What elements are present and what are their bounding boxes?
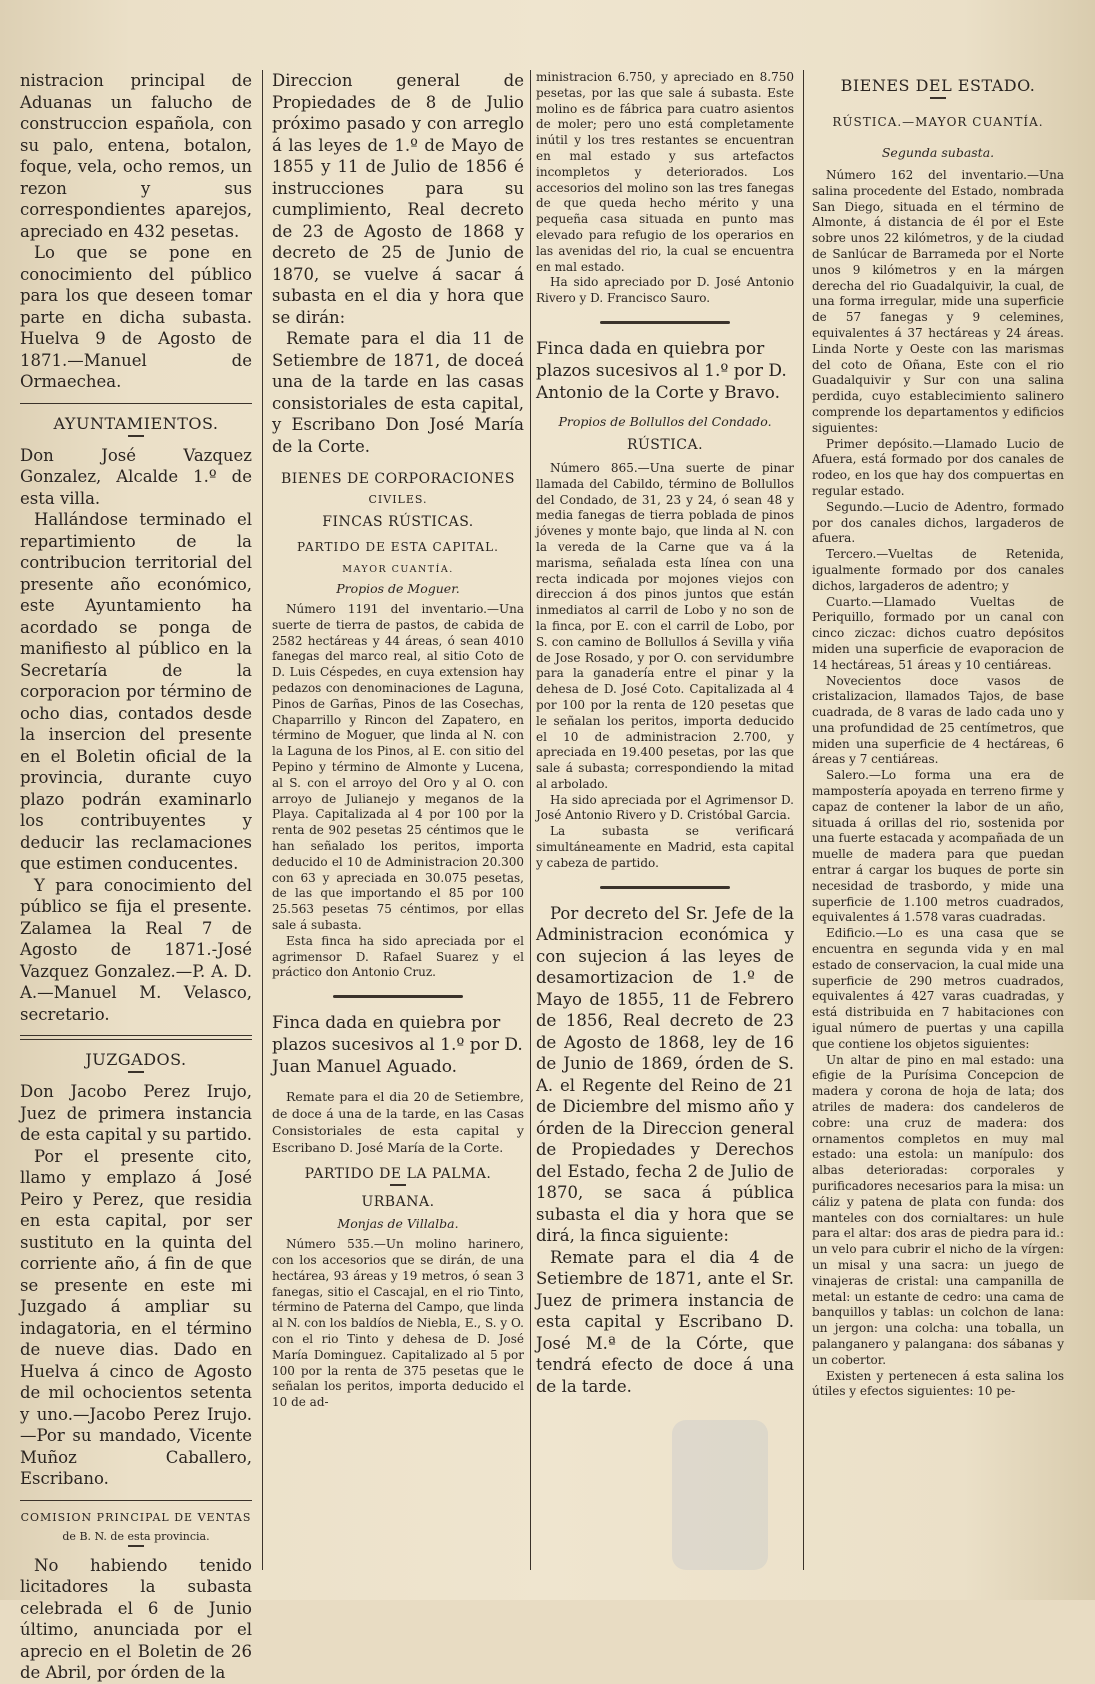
- apreciado-rivero-paragraph: Ha sido apreciado por D. José Antonio Rivero y D. Francisco Sauro.: [536, 275, 794, 306]
- ornament-rule: [600, 321, 730, 324]
- propios-bollullos-heading: Propios de Bollullos del Condado.: [558, 413, 772, 429]
- novecientos-paragraph: Novecientos doce vasos de cristalizacion, llamados Tajos, de base cuadrada, de 8 varas de lado cada uno y una profundidad de 25 centímetros, que miden una superficie de 4 hectáreas, 6 áreas y 7 centiáreas.: [812, 673, 1064, 767]
- column-divider: [262, 70, 263, 1570]
- molino-paragraph: ministracion 6.750, y apreciado en 8.750 pesetas, por las que sale á subasta. Este molino es de fábrica para cuatro asientos de moler; pero uno está completamente inútil y los tres restantes se encuentran en mal estado y sus artefactos incompletos y deteriorados. Los accesorios del molino son las tres fanegas de que queda hecho mérito y una pequeña casa situada en punto mas elevado para refugio de los operarios en las avenidas del rio, la cual se encuentra en mal estado.: [536, 70, 794, 274]
- column-3: [536, 70, 794, 1580]
- section-rule: [20, 1500, 252, 1501]
- apreciada-paragraph: Esta finca ha sido apreciada por el agrimensor D. Rafael Suarez y el práctico don Antonio Cruz.: [272, 933, 524, 980]
- ayuntamiento-body: Hallándose terminado el repartimiento de la contribucion territorial del presente año económico, este Ayuntamiento ha acordado se ponga de manifiesto al público en la Secretaría de la corporacion por término de ocho dias, contados desde la insercion del presente en el Boletin oficial de la provincia, durante cuyo plazo podrán examinarlo los contribuyentes y deducir las reclamaciones que estimen conducentes.: [20, 510, 252, 873]
- finca-bravo-heading: Finca dada en quiebra por plazos sucesivos al 1.º por D. Antonio de la Corte y Bravo.: [536, 338, 787, 403]
- remate-20-paragraph: Remate para el dia 20 de Setiembre, de doce á una de la tarde, en las Casas Consistoriales de esta capital y Escribano D. José María de la Corte.: [272, 1089, 524, 1156]
- simultanea-paragraph: La subasta se verificará simultáneamente en Madrid, esta capital y cabeza de partido.: [536, 824, 794, 870]
- ayuntamiento-signature: Y para conocimiento del público se fija el presente. Zalamea la Real 7 de Agosto de 1871.-José Vazquez Gonzalez.—P. A. D. A.—Manuel M. Velasco, secretario.: [20, 875, 252, 1024]
- fincas-rusticas-heading: FINCAS RÚSTICAS.: [322, 514, 474, 530]
- urbana-heading: URBANA.: [361, 1194, 435, 1211]
- partido-palma-heading: PARTIDO DE LA PALMA.: [304, 1166, 492, 1183]
- existen-paragraph: Existen y pertenecen á esta salina los útiles y efectos siguientes: 10 pe-: [812, 1368, 1064, 1399]
- ornament-rule: [333, 995, 463, 998]
- direccion-paragraph: Direccion general de Propiedades de 8 de Julio próximo pasado y con arreglo á las leyes de 1.º de Mayo de 1855 y 11 de Julio de 1856 é instrucciones para su cumplimiento, Real decreto de 23 de Agosto de 1868 y decreto de 25 de Junio de 1870, se vuelve á sacar á subasta en el dia y hora que se dirán:: [272, 71, 524, 327]
- aduanas-paragraph: nistracion principal de Aduanas un falucho de construccion española, con su palo, entena, botalon, foque, vela, ocho remos, un rezon y sus correspondientes aparejos, apreciado en 432 pesetas.: [20, 71, 252, 241]
- finca-aguado-heading: Finca dada en quiebra por plazos sucesivos al 1.º por D. Juan Manuel Aguado.: [272, 1013, 523, 1078]
- bienes-corporaciones-heading: BIENES DE CORPORACIONES: [280, 471, 515, 487]
- alcalde-line: Don José Vazquez Gonzalez, Alcalde 1.º de esta villa.: [20, 445, 252, 508]
- juzgado-body: Por el presente cito, llamo y emplazo á José Peiro y Perez, que residia en esta capital, por ser sustituto en la quinta del corriente año, á fin de que se presente en este mi Juzgado á ampliar su indagatoria, en el término de nueve dias. Dado en Huelva á cinco de Agosto de mil ochocientos setenta y uno.—Jacobo Perez Irujo.—Por su mandado, Vicente Muñoz Caballero, Escribano.: [20, 1146, 252, 1488]
- remate-4-paragraph: Remate para el dia 4 de Setiembre de 1871, ante el Sr. Juez de primera instancia de esta capital y Escribano D. José M.ª de la Córte, que tendrá efecto de doce á una de la tarde.: [536, 1247, 794, 1396]
- heading-dash: [930, 97, 946, 99]
- salero-paragraph: Salero.—Lo forma una era de mampostería apoyada en terreno firme y capaz de contener la labor de un año, situada á orillas del rio, sostenida por una fuerte estacada y acompañada de un muelle de madera para que puedan entrar á cargar los buques de porte sin necesidad de trasbordo, y mide una superficie de 1.100 metros cuadrados, equivalentes á 1.578 varas cuadradas.: [812, 768, 1064, 925]
- numero-865-paragraph: Número 865.—Una suerte de pinar llamada del Cabildo, término de Bollullos del Condado, de 31, 23 y 24, ó sean 48 y media fanegas de tierra poblada de pinos jóvenes y monte bajo, que linda al N. con la vereda de la Carne que va á la marisma, señalada esta línea con una recta indicada por mojones viejos con direccion á dos pinos juntos que están inmediatos al carril de Lobo y no son de la finca, por E. con el carril de Lobo, por S. con camino de Bollullos á Sevilla y viña de Jose Rosado, y por O. con servidumbre para la ganadería entre el pinar y la dehesa de D. José Coto. Capitalizada al 4 por 100 por la renta de 120 pesetas que le señalan los peritos, importa deducido el 10 de administracion 2.700, y apreciada en 19.400 pesetas, por las que sale á subasta; correspondiendo la mitad al arbolado.: [536, 460, 794, 791]
- monjas-heading: Monjas de Villalba.: [337, 1216, 459, 1232]
- section-rule: [20, 403, 252, 404]
- conocimiento-paragraph: Lo que se pone en conocimiento del público para los que deseen tomar parte en dicha subasta. Huelva 9 de Agosto de 1871.—Manuel de Ormaechea.: [20, 243, 252, 391]
- comision-body: No habiendo tenido licitadores la subasta celebrada el 6 de Junio último, anunciada por el aprecio en el Boletin de 26 de Abril, por órden de la: [20, 1555, 252, 1682]
- heading-dash: [128, 435, 144, 437]
- juez-line: Don Jacobo Perez Irujo, Juez de primera instancia de esta capital y su partido.: [20, 1082, 252, 1144]
- primer-deposito-paragraph: Primer depósito.—Llamado Lucio de Afuera, está formado por dos canales de rodeo, en los que hay dos compuertas en regular estado.: [812, 436, 1064, 498]
- remate-11-paragraph: Remate para el dia 11 de Setiembre de 1871, de doceá una de la tarde en las casas consistoriales de esta capital, y Escribano Don José María de la Corte.: [272, 329, 524, 456]
- decreto-paragraph: Por decreto del Sr. Jefe de la Administracion económica y con sujecion á las leyes de desamortizacion de 1.º de Mayo de 1855, 11 de Febrero de 1856, Real decreto de 23 de Agosto de 1868, ley de 16 de Junio de 1869, órden de S. A. el Regente del Reino de 21 de Diciembre del mismo año y órden de la Direccion general de Propiedades y Derechos del Estado, fecha 2 de Julio de 1870, se saca á pública subasta el dia y hora que se dirá, la finca siguiente:: [536, 903, 794, 1246]
- partido-capital-heading: PARTIDO DE ESTA CAPITAL.: [297, 540, 499, 554]
- comision-subheading: de B. N. de esta provincia.: [62, 1529, 210, 1543]
- ornament-rule: [600, 886, 730, 889]
- bienes-estado-heading: BIENES DEL ESTADO.: [840, 76, 1036, 95]
- mayor-cuantia-heading: MAYOR CUANTÍA.: [342, 564, 454, 575]
- altar-paragraph: Un altar de pino en mal estado: una efigie de la Purísima Concepcion de madera y corona de hoja de lata; dos atriles de madera: dos candeleros de cobre: una cruz de madera: dos ornamentos completos en muy mal estado: una estola: un manípulo: dos albas deterioradas: corporales y purificadores necesarios para la misa: un cáliz y patena de plata con funda: dos manteles con dos cornialtares: un hule para el altar: dos aras de piedra para id.: un velo para cubrir el nicho de la vírgen: un misal y una sacra: un juego de vinajeras de cristal: una campanilla de metal: un estante de cedro: una cama de banquillos y tablas: un colchon de lana: un jergon: una colcha: una toballa, un palanganero y palangana: dos sábanas y un cobertor.: [812, 1052, 1064, 1367]
- segundo-paragraph: Segundo.—Lucio de Adentro, formado por dos canales dichos, largaderos de afuera.: [812, 499, 1064, 546]
- numero-535-paragraph: Número 535.—Un molino harinero, con los accesorios que se dirán, de una hectárea, 93 áreas y 19 metros, ó sean 3 fanegas, sitio el Cascajal, en el rio Tinto, término de Paterna del Campo, que linda al N. con los baldíos de Niebla, E., S. y O. con el rio Tinto y dehesa de D. José María Dominguez. Capitalizado al 5 por 100 por la renta de 375 pesetas que le señalan los peritos, importa deducido el 10 de ad-: [272, 1237, 524, 1410]
- ayuntamientos-heading: AYUNTAMIENTOS.: [53, 413, 219, 433]
- agrimensor-paragraph: Ha sido apreciada por el Agrimensor D. José Antonio Rivero y D. Cristóbal Garcia.: [536, 792, 794, 823]
- column-divider: [530, 70, 531, 1570]
- heading-dash: [128, 1071, 144, 1073]
- civiles-heading: CIVILES.: [368, 493, 428, 506]
- library-stamp: [672, 1420, 768, 1570]
- cuarto-paragraph: Cuarto.—Llamado Vueltas de Periquillo, formado por un canal con cinco ziczac: dichos cuatro depósitos miden una superficie de evaporacion de 14 hectáreas, 51 áreas y 10 centiáreas.: [812, 594, 1064, 672]
- column-4: [812, 70, 1064, 1580]
- numero-1191-paragraph: Número 1191 del inventario.—Una suerte de tierra de pastos, de cabida de 2582 hectáreas y 44 áreas, ó sean 4010 fanegas del marco real, al sitio Coto de D. Luis Céspedes, en cuya extension hay pedazos con denominaciones de Laguna, Pinos de Garñas, Pinos de las Cosechas, Chaparrillo y Rincon del Zapatero, en término de Moguer, que linda al N. con la Laguna de los Pinos, al E. con sitio del Pepino y término de Almonte y Lucena, al S. con el arroyo del Oro y al O. con arroyo de Julianejo y meganos de la Playa. Capitalizada al 4 por 100 por la renta de 902 pesetas 25 céntimos que le han señalado los peritos, importa deducido el 10 de Administracion 20.300 con 63 y apreciada en 30.075 pesetas, de las que importando el 85 por 100 25.563 pesetas 75 céntimos, por ellas sale á subasta.: [272, 602, 524, 932]
- juzgados-heading: JUZGADOS.: [85, 1050, 187, 1069]
- rustica-mayor-heading: RÚSTICA.—MAYOR CUANTÍA.: [832, 115, 1044, 129]
- heading-dash: [390, 1184, 406, 1186]
- heading-dash: [128, 1545, 144, 1547]
- tercero-paragraph: Tercero.—Vueltas de Retenida, igualmente formado por dos canales dichos, largaderos de adentro; y: [812, 547, 1064, 593]
- column-2: [272, 70, 524, 1580]
- segunda-subasta-heading: Segunda subasta.: [881, 145, 995, 160]
- edificio-paragraph: Edificio.—Lo es una casa que se encuentra en segunda vida y en mal estado de conservacion, la cual mide una superficie de 290 metros cuadrados, equivalentes á 427 varas cuadradas, y está distribuida en 7 habitaciones con igual número de puertas y una capilla que contiene los objetos siguientes:: [812, 926, 1064, 1051]
- column-1: [20, 70, 252, 1682]
- numero-162-paragraph: Número 162 del inventario.—Una salina procedente del Estado, nombrada San Diego, situada en el término de Almonte, á distancia de él por el Este sobre unos 22 kilómetros, y de la ciudad de Sanlúcar de Barrameda por el Norte unos 9 kilómetros y en la márgen derecha del rio Guadalquivir, la cual, de una forma irregular, mide una superficie de 57 fanegas y 9 celemines, equivalentes á 37 hectáreas y 24 áreas. Linda Norte y Oeste con las marismas del coto de Oñana, Este con el rio Guadalquivir y Sur con una salina perdida, cuyo establecimiento salinero comprende los departamentos y edificios siguientes:: [812, 168, 1064, 435]
- section-double-rule: [20, 1035, 252, 1040]
- rustica-heading: RÚSTICA.: [626, 436, 704, 453]
- comision-heading: COMISION PRINCIPAL DE VENTAS: [20, 1510, 252, 1524]
- propios-moguer-heading: Propios de Moguer.: [336, 581, 460, 596]
- column-divider: [803, 70, 804, 1570]
